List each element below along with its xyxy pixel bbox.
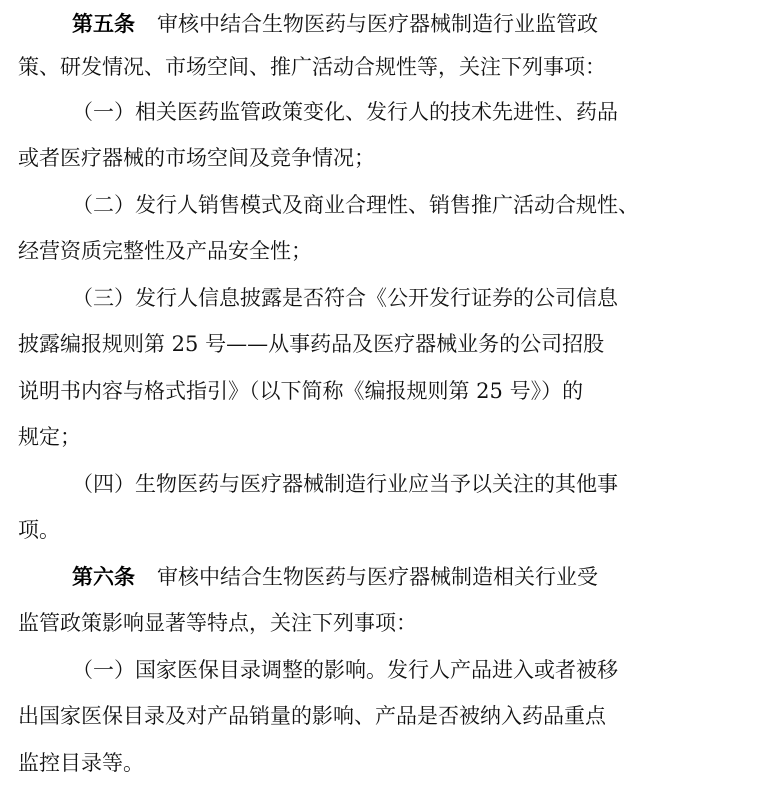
article-5-item-3-line-2: 披露编报规则第 25 号——从事药品及医疗器械业务的公司招股 [18, 332, 605, 356]
article-5-item-3-line-3: 说明书内容与格式指引》（以下简称《编报规则第 25 号》）的 [18, 379, 584, 403]
article-5-item-4-line-2: 项。 [18, 518, 60, 542]
article-6-intro-line-1: 第六条 审核中结合生物医药与医疗器械制造相关行业受 [72, 565, 598, 589]
article-5-intro-line-1: 第五条 审核中结合生物医药与医疗器械制造行业监管政 [72, 12, 598, 36]
article-5-heading: 第五条 [72, 12, 135, 36]
article-5-item-3-line-4: 规定； [18, 425, 81, 449]
article-6-intro-line-2: 监管政策影响显著等特点，关注下列事项： [18, 611, 417, 635]
article-6-item-1-line-3: 监控目录等。 [18, 751, 144, 775]
article-6-item-1-line-1: （一）国家医保目录调整的影响。发行人产品进入或者被移 [72, 658, 618, 682]
article-5-item-2-line-1: （二）发行人销售模式及商业合理性、销售推广活动合规性、 [72, 193, 639, 217]
article-5-item-1-line-2: 或者医疗器械的市场空间及竞争情况； [18, 146, 375, 170]
article-6-item-1-line-2: 出国家医保目录及对产品销量的影响、产品是否被纳入药品重点 [18, 704, 606, 728]
article-5-item-2-line-2: 经营资质完整性及产品安全性； [18, 239, 312, 263]
article-5-item-3-line-1: （三）发行人信息披露是否符合《公开发行证券的公司信息 [72, 286, 618, 310]
article-5-item-1-line-1: （一）相关医药监管政策变化、发行人的技术先进性、药品 [72, 100, 618, 124]
article-5-item-4-line-1: （四）生物医药与医疗器械制造行业应当予以关注的其他事 [72, 472, 618, 496]
article-6-heading: 第六条 [72, 565, 135, 589]
article-5-intro-line-2: 策、研发情况、市场空间、推广活动合规性等，关注下列事项： [18, 55, 606, 79]
